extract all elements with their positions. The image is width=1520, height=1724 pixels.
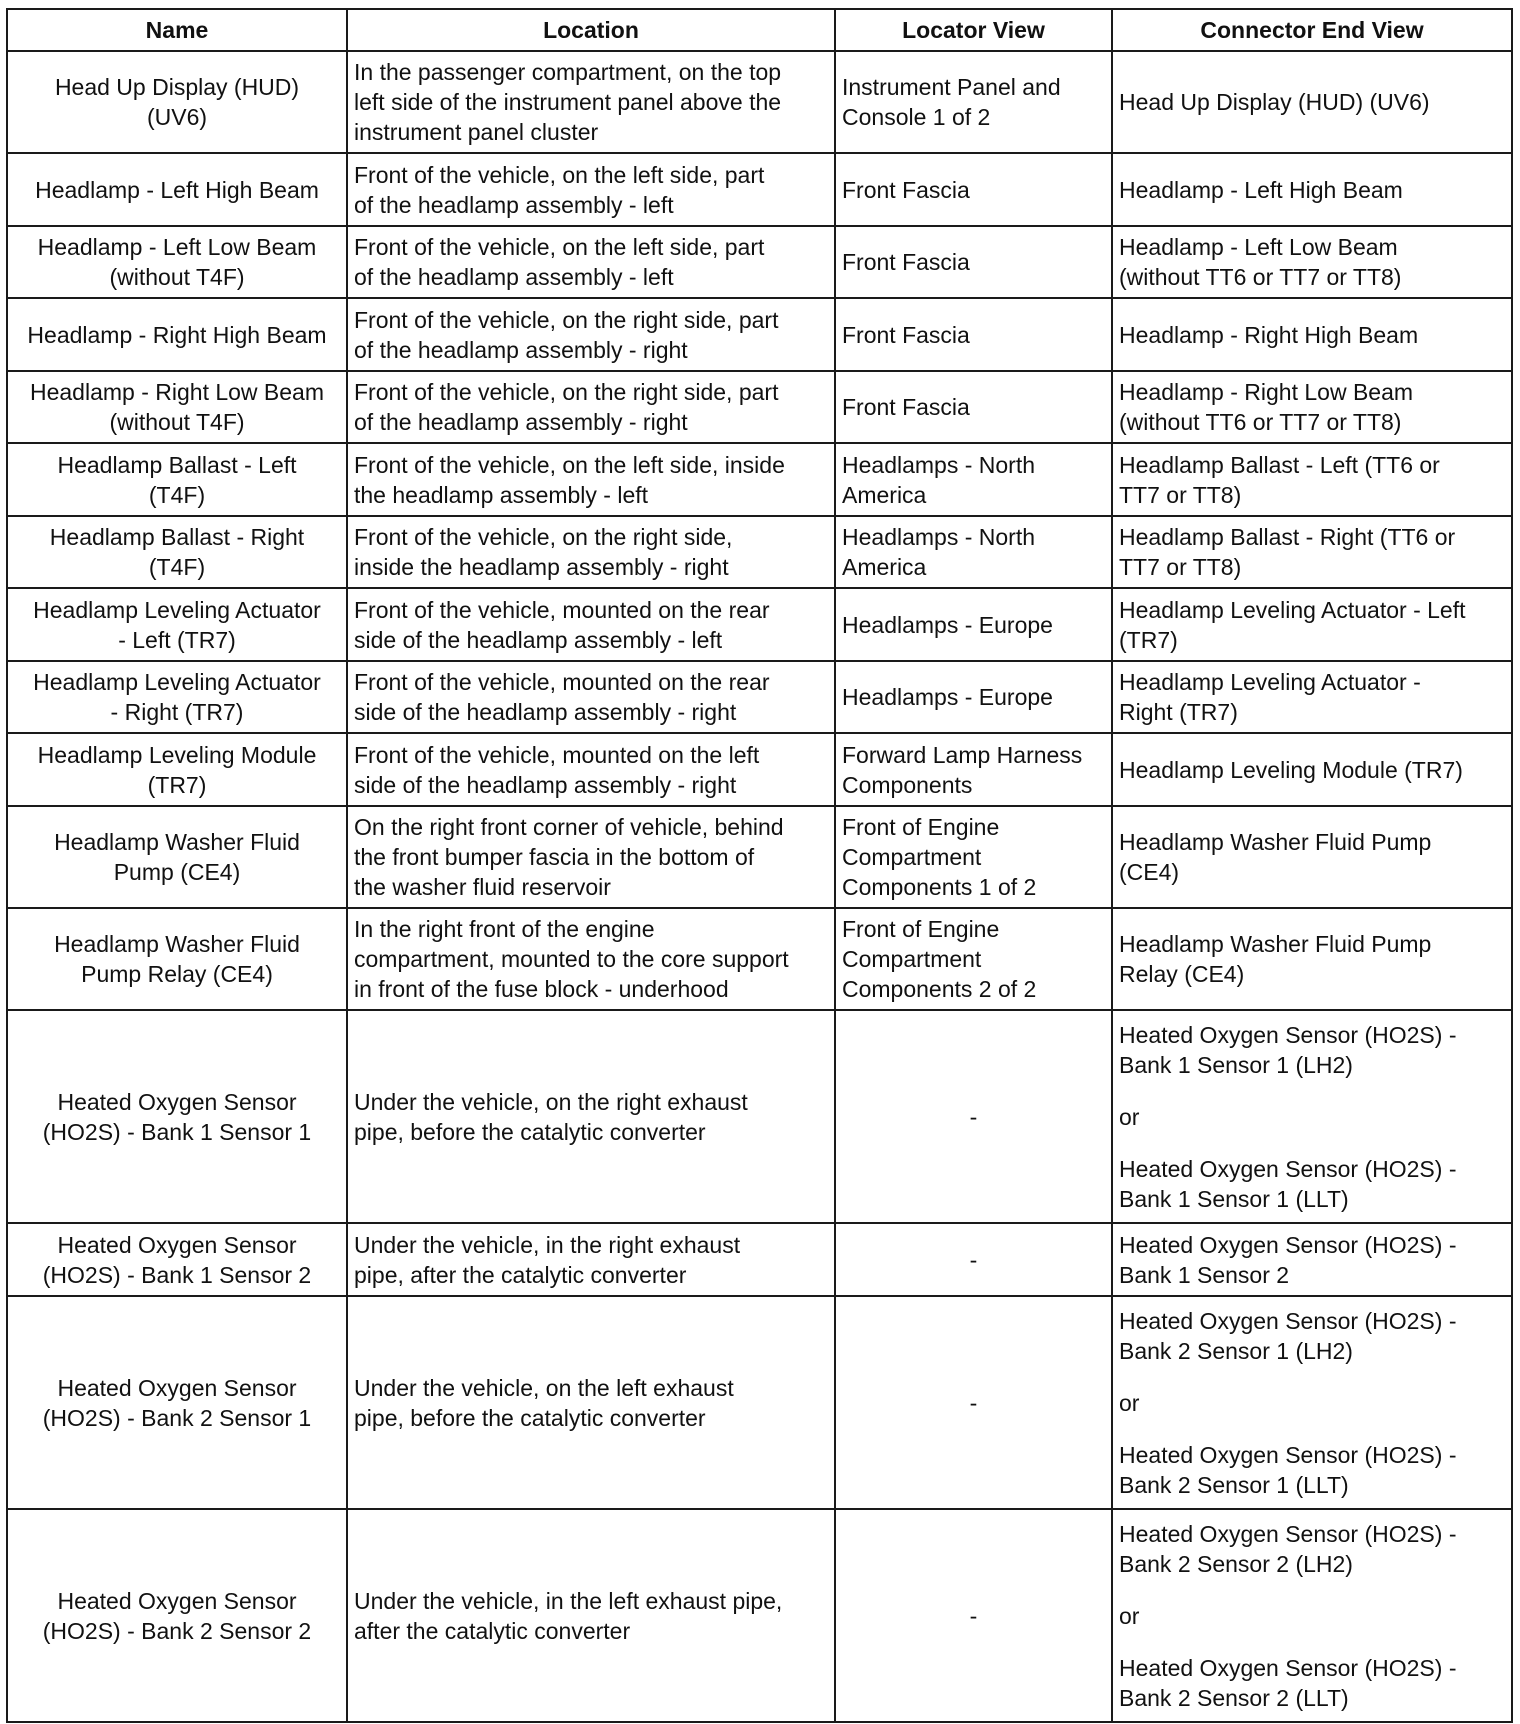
cell-locator-view [835, 516, 1112, 588]
table-row [7, 661, 1512, 733]
connector-option-text: Headlamp Washer Fluid Pump (CE4) [1119, 829, 1432, 885]
cell-name-text: Headlamp - Left Low Beam (without T4F) [37, 234, 317, 290]
cell-locator-view-text: Instrument Panel and Console 1 of 2 [842, 74, 1061, 130]
cell-locator-view-text: Front Fascia [842, 176, 970, 203]
connector-or-text: or [1119, 1389, 1140, 1416]
connector-option-text: Heated Oxygen Sensor (HO2S) - Bank 1 Sensor 2 [1119, 1231, 1457, 1288]
cell-locator-view-text: Headlamps - North America [842, 524, 1036, 580]
table-row [7, 1296, 1512, 1509]
cell-name [7, 1010, 347, 1223]
cell-locator-view-text: - [969, 1389, 978, 1416]
cell-name [7, 733, 347, 806]
table-row [7, 1223, 1512, 1296]
component-locator-table [6, 8, 1513, 1723]
cell-location [347, 1223, 835, 1296]
cell-connector-end-view [1112, 516, 1512, 588]
cell-connector-end-view [1112, 1296, 1512, 1509]
cell-name-text: Headlamp - Right Low Beam (without T4F) [29, 379, 325, 435]
cell-connector-end-view [1112, 51, 1512, 153]
table-row [7, 806, 1512, 908]
cell-locator-view [835, 1223, 1112, 1296]
cell-locator-view-text: - [969, 1246, 978, 1273]
cell-name [7, 1296, 347, 1509]
header-location: Location [347, 9, 835, 51]
cell-name-text: Heated Oxygen Sensor (HO2S) - Bank 2 Sensor 2 [42, 1587, 312, 1644]
cell-connector-end-view [1112, 443, 1512, 516]
cell-locator-view-text: Front of Engine Compartment Components 2 of 2 [842, 916, 1037, 1002]
cell-locator-view-text: - [969, 1602, 978, 1629]
cell-location-text: Under the vehicle, in the right exhaust pipe, after the catalytic converter [354, 1231, 741, 1288]
cell-location-text: Under the vehicle, in the left exhaust pipe, after the catalytic converter [354, 1587, 783, 1644]
cell-connector-end-view [1112, 371, 1512, 443]
cell-location-text: Front of the vehicle, mounted on the left side of the headlamp assembly - right [354, 741, 760, 798]
cell-name-text: Heated Oxygen Sensor (HO2S) - Bank 1 Sensor 2 [42, 1231, 312, 1288]
table-row [7, 908, 1512, 1010]
connector-option-text: Headlamp Leveling Actuator - Left (TR7) [1119, 596, 1466, 653]
cell-name-text: Headlamp - Right High Beam [27, 321, 327, 348]
cell-location [347, 661, 835, 733]
connector-or-text: or [1119, 1103, 1140, 1130]
cell-locator-view [835, 226, 1112, 298]
cell-connector-end-view [1112, 908, 1512, 1010]
cell-location-text: Front of the vehicle, mounted on the rear side of the headlamp assembly - left [354, 596, 770, 653]
table-row [7, 226, 1512, 298]
cell-name [7, 908, 347, 1010]
cell-name-text: Headlamp Leveling Module (TR7) [37, 741, 317, 798]
header-name: Name [7, 9, 347, 51]
cell-locator-view [835, 588, 1112, 661]
cell-locator-view [835, 371, 1112, 443]
cell-name-text: Heated Oxygen Sensor (HO2S) - Bank 2 Sensor 1 [42, 1374, 312, 1431]
table-row [7, 588, 1512, 661]
header-locator-view: Locator View [835, 9, 1112, 51]
cell-location-text: Front of the vehicle, on the right side, part of the headlamp assembly - right [354, 379, 779, 435]
cell-locator-view [835, 661, 1112, 733]
cell-connector-end-view [1112, 806, 1512, 908]
cell-name [7, 806, 347, 908]
cell-locator-view [835, 153, 1112, 226]
cell-name-text: Headlamp Washer Fluid Pump (CE4) [54, 829, 300, 885]
component-locator-table-wrapper [6, 8, 1511, 1723]
cell-name [7, 661, 347, 733]
table-row [7, 1010, 1512, 1223]
table-row [7, 443, 1512, 516]
cell-location [347, 443, 835, 516]
connector-option-text: Headlamp Leveling Module (TR7) [1119, 756, 1463, 783]
cell-name [7, 588, 347, 661]
cell-location-text: Under the vehicle, on the left exhaust pipe, before the catalytic converter [354, 1374, 734, 1431]
cell-location [347, 226, 835, 298]
cell-location-text: In the passenger compartment, on the top left side of the instrument panel above the instrument panel cluster [354, 59, 782, 145]
connector-option-text: Heated Oxygen Sensor (HO2S) - Bank 2 Sensor 2 (LH2) [1119, 1520, 1457, 1577]
cell-location-text: In the right front of the engine compartment, mounted to the core support in front of the fuse block - underhood [354, 916, 789, 1002]
cell-connector-end-view [1112, 153, 1512, 226]
cell-locator-view-text: Headlamps - North America [842, 451, 1036, 508]
cell-locator-view [835, 806, 1112, 908]
cell-name-text: Headlamp - Left High Beam [35, 176, 319, 203]
cell-name-text: Headlamp Leveling Actuator - Left (TR7) [33, 596, 321, 653]
connector-option-text: Heated Oxygen Sensor (HO2S) - Bank 1 Sensor 1 (LLT) [1119, 1155, 1457, 1212]
cell-location-text: Front of the vehicle, on the right side, inside the headlamp assembly - right [354, 524, 733, 580]
cell-location-text: Front of the vehicle, mounted on the rear side of the headlamp assembly - right [354, 669, 770, 725]
cell-name [7, 153, 347, 226]
connector-option-text: Headlamp Ballast - Left (TT6 or TT7 or TT8) [1119, 451, 1440, 508]
cell-locator-view [835, 443, 1112, 516]
cell-locator-view-text: Front Fascia [842, 321, 970, 348]
cell-location [347, 516, 835, 588]
cell-name [7, 51, 347, 153]
cell-connector-end-view [1112, 1223, 1512, 1296]
cell-location-text: On the right front corner of vehicle, behind the front bumper fascia in the bottom of the washer fluid reservoir [354, 814, 784, 900]
cell-connector-end-view [1112, 226, 1512, 298]
cell-location [347, 153, 835, 226]
cell-connector-end-view [1112, 298, 1512, 371]
table-body [7, 51, 1512, 1722]
cell-name [7, 371, 347, 443]
cell-location [347, 371, 835, 443]
table-row [7, 733, 1512, 806]
cell-locator-view [835, 733, 1112, 806]
cell-locator-view [835, 51, 1112, 153]
cell-name [7, 516, 347, 588]
cell-locator-view [835, 298, 1112, 371]
table-row [7, 1509, 1512, 1722]
header-row [7, 9, 1512, 51]
connector-option-text: Headlamp - Left High Beam [1119, 176, 1403, 203]
cell-location [347, 298, 835, 371]
cell-location [347, 1509, 835, 1722]
cell-connector-end-view [1112, 588, 1512, 661]
cell-location [347, 588, 835, 661]
cell-locator-view [835, 1010, 1112, 1223]
cell-location [347, 1010, 835, 1223]
cell-location [347, 1296, 835, 1509]
cell-locator-view [835, 1509, 1112, 1722]
table-row [7, 153, 1512, 226]
connector-option-text: Heated Oxygen Sensor (HO2S) - Bank 2 Sensor 1 (LH2) [1119, 1307, 1457, 1364]
cell-connector-end-view [1112, 661, 1512, 733]
cell-locator-view-text: Front Fascia [842, 249, 970, 275]
cell-name [7, 1223, 347, 1296]
cell-locator-view [835, 908, 1112, 1010]
connector-option-text: Headlamp Leveling Actuator - Right (TR7) [1119, 669, 1421, 725]
cell-name [7, 443, 347, 516]
connector-option-text: Heated Oxygen Sensor (HO2S) - Bank 1 Sensor 1 (LH2) [1119, 1021, 1457, 1078]
cell-location [347, 908, 835, 1010]
cell-name-text: Head Up Display (HUD) (UV6) [54, 74, 300, 130]
cell-name-text: Headlamp Ballast - Left (T4F) [57, 451, 297, 508]
cell-location [347, 806, 835, 908]
connector-option-text: Headlamp - Right Low Beam (without TT6 or TT7 or TT8) [1119, 379, 1414, 435]
table-row [7, 298, 1512, 371]
cell-location [347, 733, 835, 806]
cell-connector-end-view [1112, 1509, 1512, 1722]
cell-name-text: Headlamp Washer Fluid Pump Relay (CE4) [54, 931, 300, 987]
cell-name-text: Headlamp Ballast - Right (T4F) [49, 524, 305, 580]
cell-connector-end-view [1112, 1010, 1512, 1223]
cell-locator-view-text: Front Fascia [842, 394, 970, 420]
cell-location-text: Under the vehicle, on the right exhaust pipe, before the catalytic converter [354, 1088, 748, 1145]
cell-location [347, 51, 835, 153]
cell-locator-view-text: - [969, 1103, 978, 1130]
cell-location-text: Front of the vehicle, on the right side, part of the headlamp assembly - right [354, 306, 779, 363]
cell-locator-view-text: Headlamps - Europe [842, 611, 1053, 638]
table-row [7, 516, 1512, 588]
cell-name-text: Heated Oxygen Sensor (HO2S) - Bank 1 Sensor 1 [42, 1088, 312, 1145]
cell-name [7, 1509, 347, 1722]
connector-option-text: Headlamp Washer Fluid Pump Relay (CE4) [1119, 931, 1432, 987]
cell-location-text: Front of the vehicle, on the left side, part of the headlamp assembly - left [354, 161, 765, 218]
cell-locator-view [835, 1296, 1112, 1509]
cell-name [7, 298, 347, 371]
cell-name-text: Headlamp Leveling Actuator - Right (TR7) [33, 669, 321, 725]
cell-locator-view-text: Front of Engine Compartment Components 1 of 2 [842, 814, 1037, 900]
header-connector-end-view: Connector End View [1112, 9, 1512, 51]
cell-location-text: Front of the vehicle, on the left side, inside the headlamp assembly - left [354, 451, 785, 508]
cell-name [7, 226, 347, 298]
connector-option-text: Heated Oxygen Sensor (HO2S) - Bank 2 Sensor 2 (LLT) [1119, 1654, 1457, 1711]
cell-location-text: Front of the vehicle, on the left side, part of the headlamp assembly - left [354, 234, 765, 290]
cell-connector-end-view [1112, 733, 1512, 806]
connector-or-text: or [1119, 1602, 1140, 1629]
table-row [7, 371, 1512, 443]
connector-option-text: Head Up Display (HUD) (UV6) [1119, 89, 1430, 115]
cell-locator-view-text: Headlamps - Europe [842, 684, 1053, 710]
cell-locator-view-text: Forward Lamp Harness Components [842, 741, 1083, 798]
connector-option-text: Headlamp - Left Low Beam (without TT6 or TT7 or TT8) [1119, 234, 1402, 290]
connector-option-text: Headlamp Ballast - Right (TT6 or TT7 or TT8) [1119, 524, 1456, 580]
connector-option-text: Heated Oxygen Sensor (HO2S) - Bank 2 Sensor 1 (LLT) [1119, 1441, 1457, 1498]
table-row [7, 51, 1512, 153]
connector-option-text: Headlamp - Right High Beam [1119, 321, 1419, 348]
